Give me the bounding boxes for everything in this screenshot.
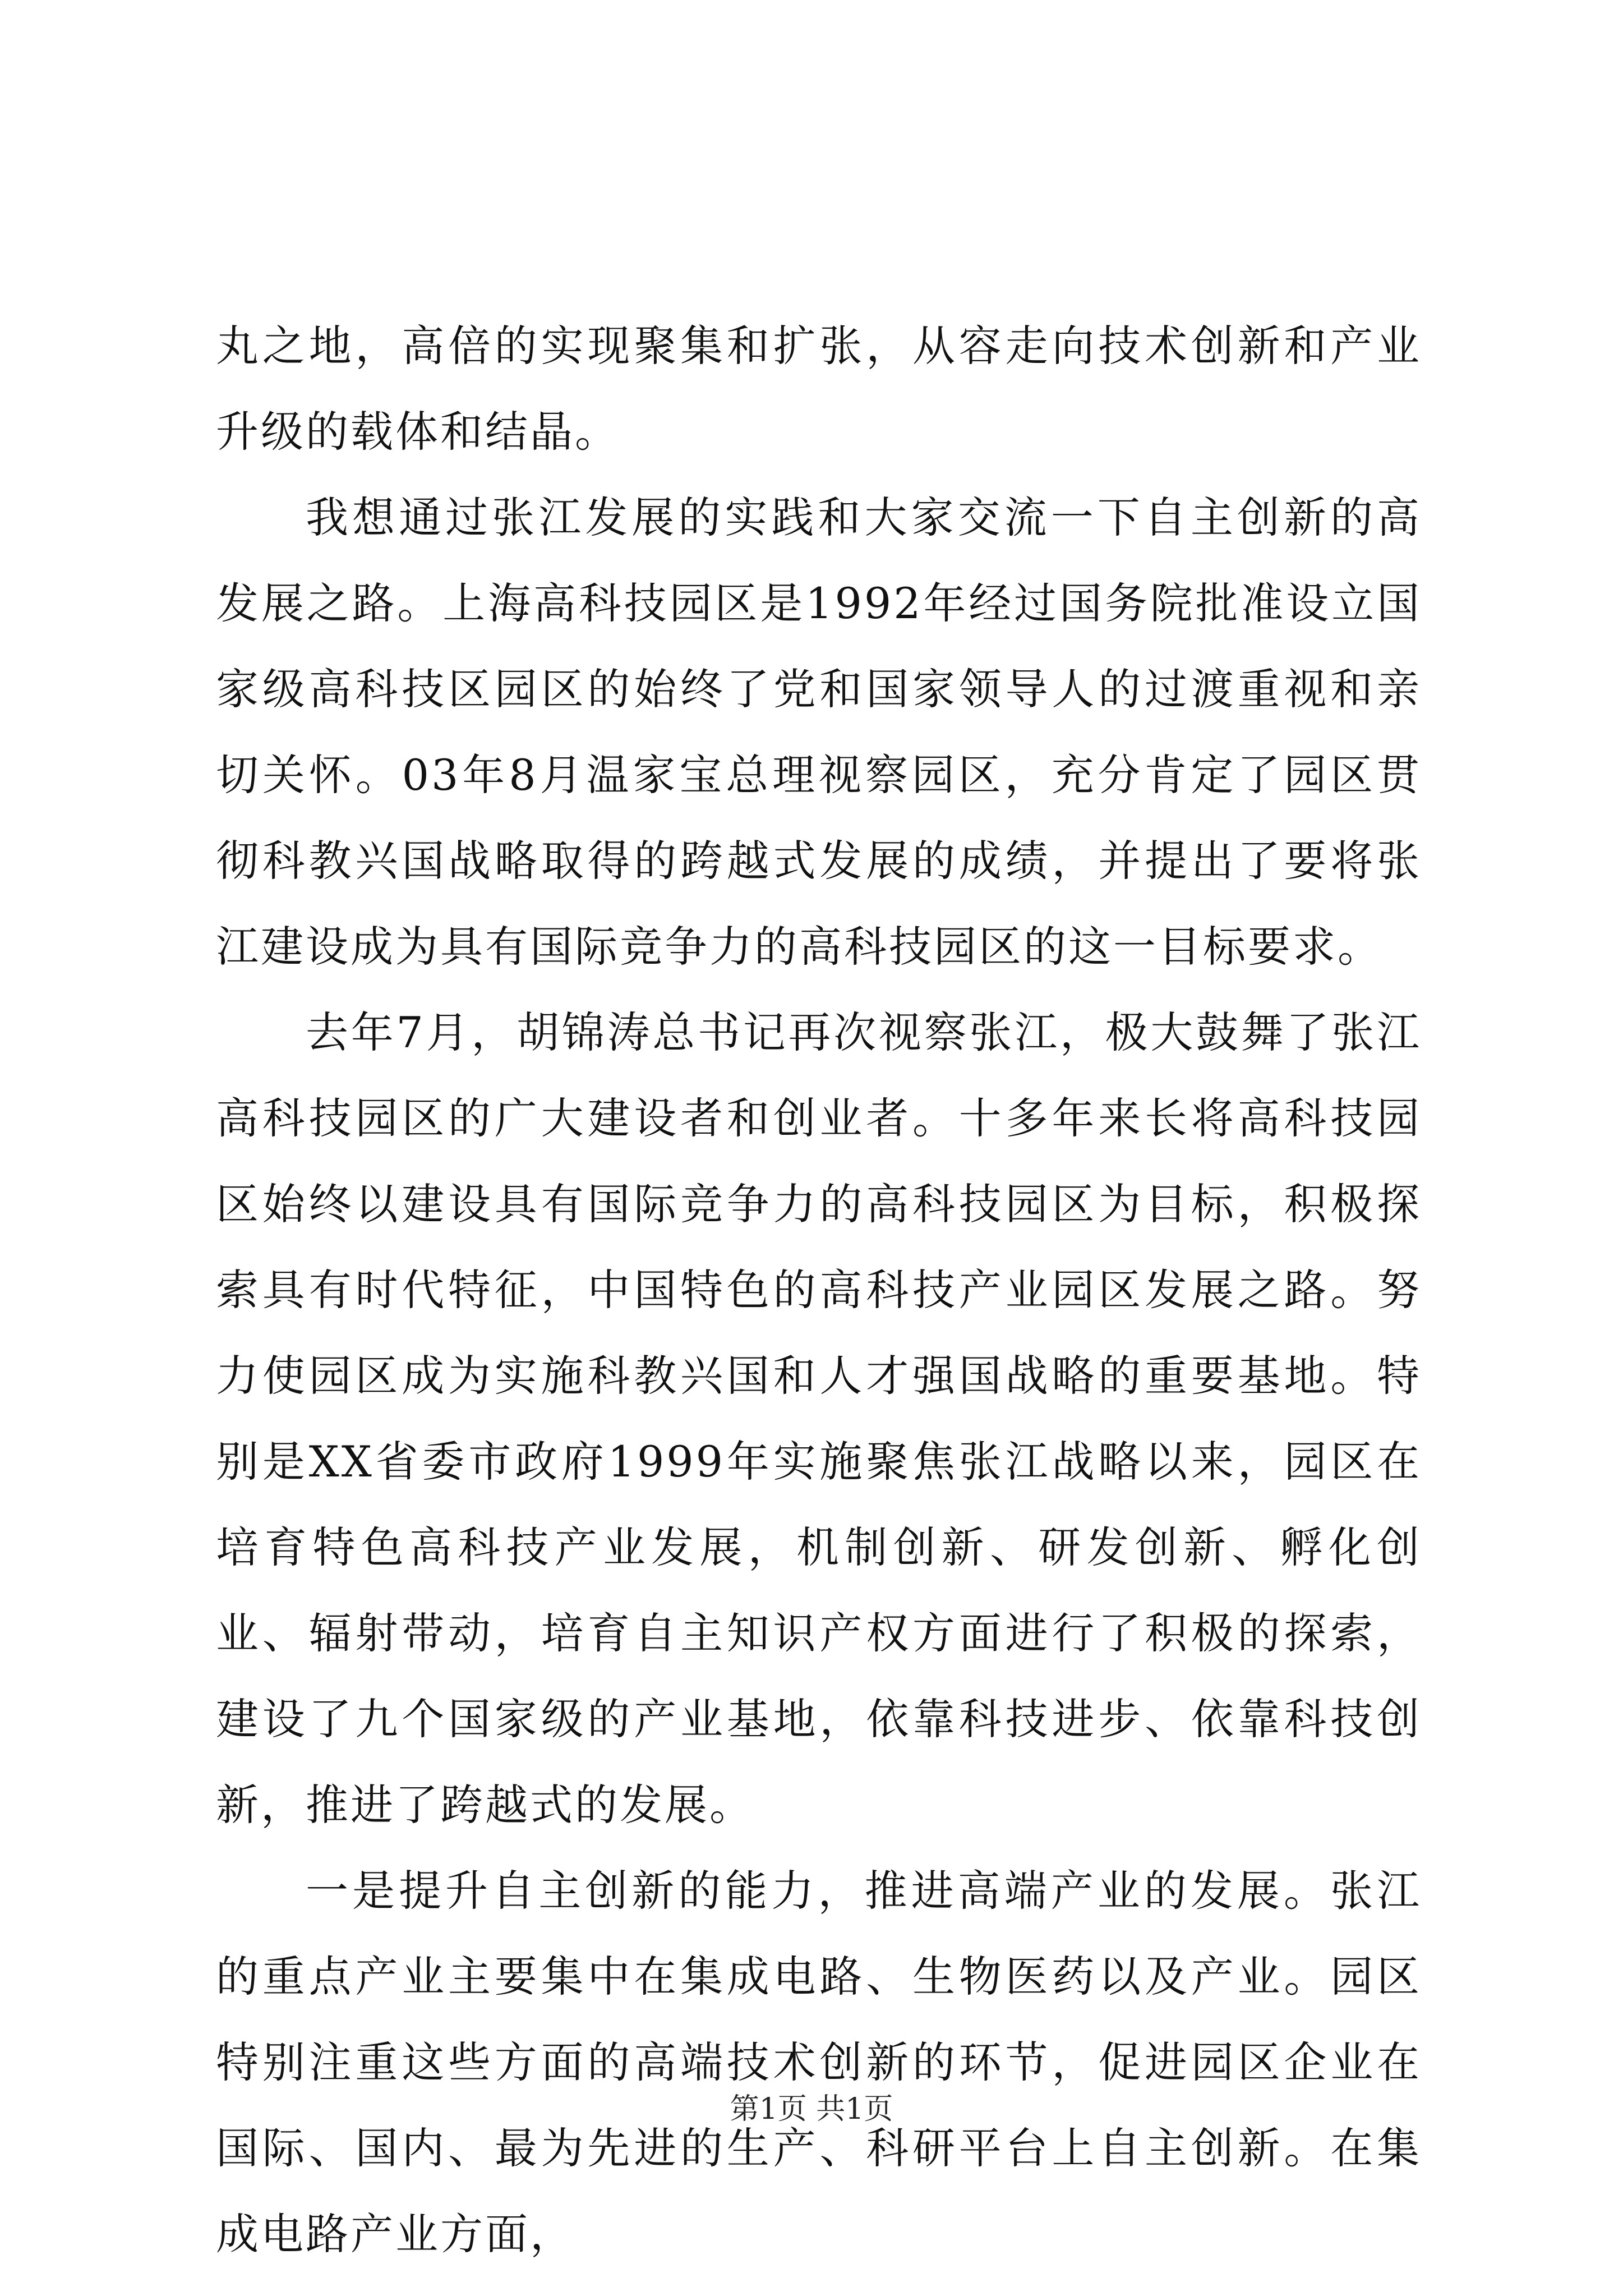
page-number-footer: 第1页 共1页 — [730, 2092, 893, 2126]
paragraph-2: 我想通过张江发展的实践和大家交流一下自主创新的高发展之路。上海高科技园区是1992年经过国务院批准设立国家级高科技区园区的始终了党和国家领导人的过渡重视和亲切关怀。03年8月温家宝总理视察园区，充分肯定了园区贯彻科教兴国战略取得的跨越式发展的成绩，并提出了要将张江建设成为具有国际竞争力的高科技园区的这一目标要求。 — [216, 493, 1422, 972]
paragraph-3: 去年7月，胡锦涛总书记再次视察张江，极大鼓舞了张江高科技园区的广大建设者和创业者。十多年来长将高科技园区始终以建设具有国际竞争力的高科技园区为目标，积极探索具有时代特征，中国特色的高科技产业园区发展之路。努力使园区成为实施科教兴国和人才强国战略的重要基地。特别是XX省委市政府1999年实施聚焦张江战略以来，园区在培育特色高科技产业发展，机制创新、研发创新、孵化创业、辐射带动，培育自主知识产权方面进行了积极的探索，建设了九个国家级的产业基地，依靠科技进步、依靠科技创新，推进了跨越式的发展。 — [216, 1007, 1422, 1830]
body-text — [216, 303, 1422, 2277]
paragraph-4: 一是提升自主创新的能力，推进高端产业的发展。张江的重点产业主要集中在集成电路、生物医药以及产业。园区特别注重这些方面的高端技术创新的环节，促进园区企业在国际、国内、最为先进的生产、科研平台上自主创新。在集成电路产业方面， — [216, 1866, 1422, 2259]
paragraph-1: 丸之地，高倍的实现聚集和扩张，从容走向技术创新和产业升级的载体和结晶。 — [216, 321, 1422, 457]
